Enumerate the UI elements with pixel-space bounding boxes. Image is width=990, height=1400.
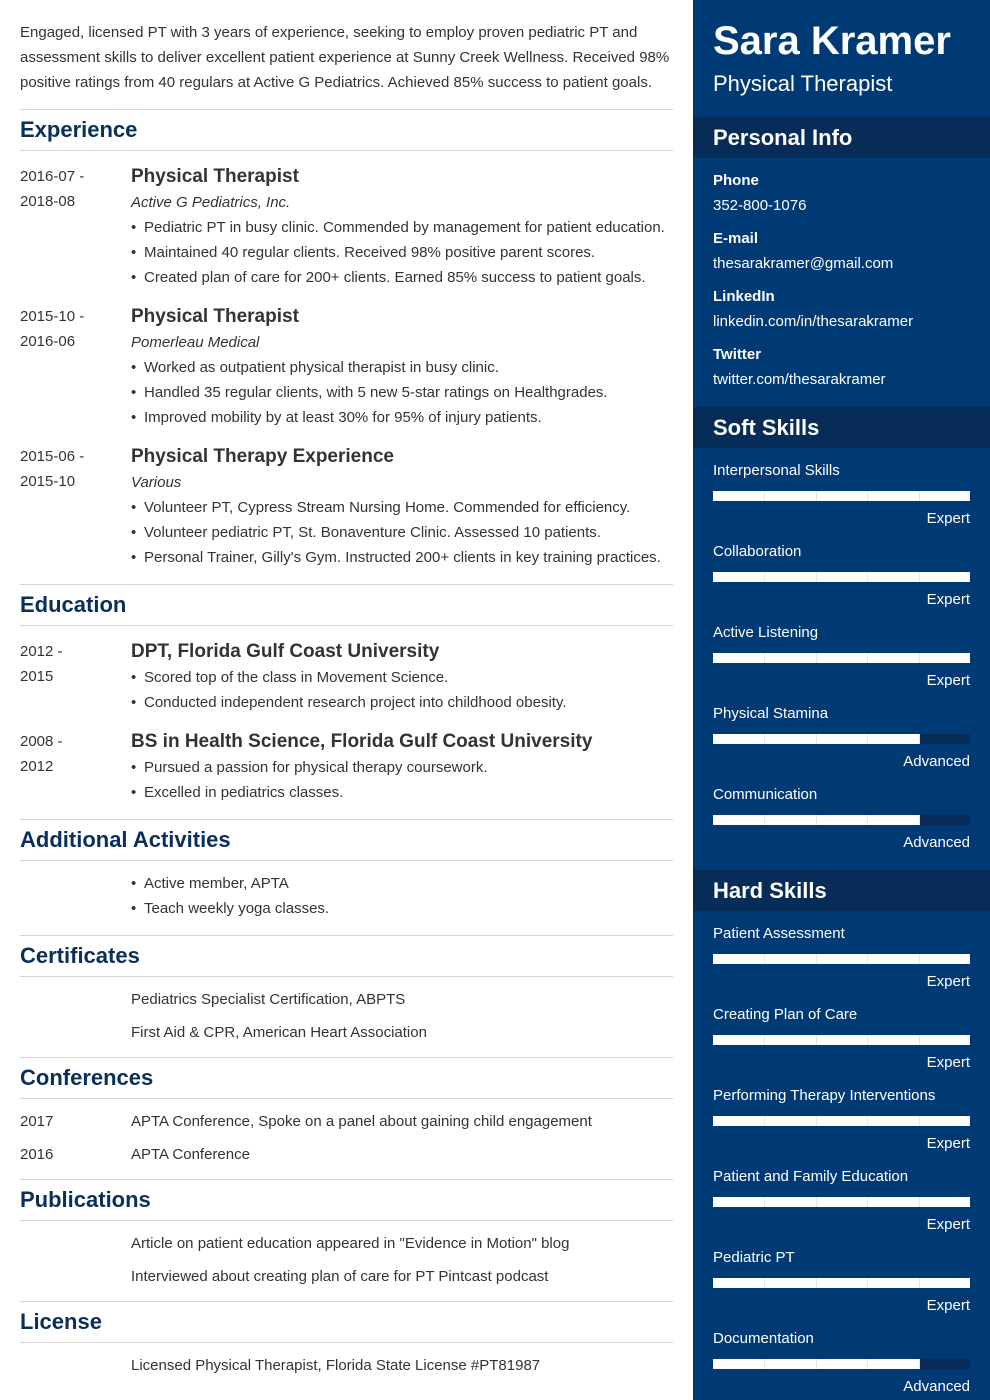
conference-text: APTA Conference, Spoke on a panel about gaining child engagement bbox=[131, 1113, 592, 1130]
skill-bar-fill bbox=[713, 1035, 970, 1045]
skill-item bbox=[713, 623, 970, 691]
skill-bar bbox=[713, 1116, 970, 1126]
bullet: • Active member, APTA bbox=[131, 871, 673, 896]
skill-item bbox=[713, 785, 970, 853]
skill-level: Expert bbox=[926, 973, 970, 990]
bullet: • Personal Trainer, Gilly's Gym. Instructed 200+ clients in key training practices. bbox=[131, 545, 673, 570]
skill-item bbox=[713, 1086, 970, 1154]
date-start: 2015-06 - bbox=[20, 448, 85, 465]
skill-bar-fill bbox=[713, 954, 970, 964]
summary: Engaged, licensed PT with 3 years of experience, seeking to employ proven pediatric PT and assessment skills to deliver excellent patient experience at Sunny Creek Wellness. Received 98% positive ratings from 40 regulars at Active G Pediatrics. Achieved 85% success to patient goals. bbox=[20, 24, 670, 91]
bullet: • Worked as outpatient physical therapist in busy clinic. bbox=[131, 355, 673, 380]
candidate-title: Physical Therapist bbox=[713, 71, 893, 96]
section-title-conferences: Conferences bbox=[20, 1065, 154, 1090]
experience-entry bbox=[20, 444, 673, 570]
entry-org: Various bbox=[131, 474, 182, 491]
date-end: 2015 bbox=[20, 668, 54, 685]
license-item: Licensed Physical Therapist, Florida State License #PT81987 bbox=[131, 1357, 541, 1374]
section-title-license: License bbox=[20, 1309, 102, 1334]
info-linkedin bbox=[713, 284, 913, 334]
info-label: Phone bbox=[713, 172, 759, 189]
info-label: LinkedIn bbox=[713, 288, 775, 305]
education-entry bbox=[20, 639, 673, 715]
skill-item bbox=[713, 542, 970, 610]
info-twitter bbox=[713, 342, 886, 392]
entry-org: Active G Pediatrics, Inc. bbox=[131, 194, 291, 211]
bullet: • Maintained 40 regular clients. Received 98% positive parent scores. bbox=[131, 240, 673, 265]
date-start: 2015-10 - bbox=[20, 308, 85, 325]
skill-level: Expert bbox=[926, 672, 970, 689]
experience-entry bbox=[20, 304, 673, 430]
conference-year: 2016 bbox=[20, 1146, 54, 1163]
entry-dates bbox=[20, 444, 131, 570]
skill-level: Expert bbox=[926, 591, 970, 608]
section-title-soft-skills: Soft Skills bbox=[693, 407, 990, 448]
info-value: 352-800-1076 bbox=[713, 197, 807, 214]
skill-bar bbox=[713, 653, 970, 663]
section-title-experience: Experience bbox=[20, 117, 138, 142]
skill-bar bbox=[713, 954, 970, 964]
publication-entry bbox=[20, 1260, 673, 1293]
sidebar bbox=[693, 0, 990, 1400]
bullet: • Excelled in pediatrics classes. bbox=[131, 780, 673, 805]
skill-bar bbox=[713, 572, 970, 582]
date-start: 2012 - bbox=[20, 643, 63, 660]
section-title-education: Education bbox=[20, 592, 127, 617]
skill-level: Advanced bbox=[903, 1378, 970, 1395]
bullet: • Volunteer pediatric PT, St. Bonaventure Clinic. Assessed 10 patients. bbox=[131, 520, 673, 545]
skill-name: Creating Plan of Care bbox=[713, 1006, 858, 1023]
entry-title: Physical Therapist bbox=[131, 166, 299, 187]
entry-title: Physical Therapist bbox=[131, 306, 299, 327]
conference-entry bbox=[20, 1138, 673, 1171]
skill-bar-fill bbox=[713, 1278, 970, 1288]
skill-name: Physical Stamina bbox=[713, 705, 829, 722]
skill-level: Expert bbox=[926, 1216, 970, 1233]
skill-item bbox=[713, 1248, 970, 1316]
skill-item bbox=[713, 1329, 970, 1397]
bullet: • Improved mobility by at least 30% for 95% of injury patients. bbox=[131, 405, 673, 430]
entry-dates bbox=[20, 639, 131, 715]
skill-name: Patient and Family Education bbox=[713, 1168, 909, 1185]
section-title-publications: Publications bbox=[20, 1187, 151, 1212]
conference-year: 2017 bbox=[20, 1113, 54, 1130]
info-value[interactable]: linkedin.com/in/thesarakramer bbox=[713, 313, 914, 330]
skill-bar bbox=[713, 815, 970, 825]
bullet: • Handled 35 regular clients, with 5 new 5-star ratings on Healthgrades. bbox=[131, 380, 673, 405]
info-label: E-mail bbox=[713, 230, 759, 247]
skill-bar-fill bbox=[713, 1116, 970, 1126]
bullet: • Conducted independent research project into childhood obesity. bbox=[131, 690, 673, 715]
skill-bar bbox=[713, 1197, 970, 1207]
publication-entry bbox=[20, 1227, 673, 1260]
skill-name: Communication bbox=[713, 786, 818, 803]
skill-item bbox=[713, 1167, 970, 1235]
date-end: 2012 bbox=[20, 758, 54, 775]
skill-name: Patient Assessment bbox=[713, 925, 845, 942]
conference-entry bbox=[20, 1105, 673, 1138]
skill-bar bbox=[713, 1278, 970, 1288]
skill-bar bbox=[713, 491, 970, 501]
section-title-hard-skills: Hard Skills bbox=[693, 870, 990, 911]
bullet: • Scored top of the class in Movement Science. bbox=[131, 665, 673, 690]
entry-dates bbox=[20, 164, 131, 290]
certificate-item: Pediatrics Specialist Certification, ABPTS bbox=[131, 991, 406, 1008]
skill-level: Advanced bbox=[903, 834, 970, 851]
skill-level: Expert bbox=[926, 1054, 970, 1071]
skill-name: Active Listening bbox=[713, 624, 819, 641]
certificate-entry bbox=[20, 1016, 673, 1049]
section-title-personal-info: Personal Info bbox=[693, 117, 990, 158]
skill-level: Expert bbox=[926, 1297, 970, 1314]
info-label: Twitter bbox=[713, 346, 762, 363]
entry-title: BS in Health Science, Florida Gulf Coast University bbox=[131, 731, 593, 752]
skill-level: Expert bbox=[926, 1135, 970, 1152]
bullet: • Created plan of care for 200+ clients. Earned 85% success to patient goals. bbox=[131, 265, 673, 290]
skill-bar bbox=[713, 1035, 970, 1045]
skill-name: Interpersonal Skills bbox=[713, 462, 840, 479]
skill-item bbox=[713, 461, 970, 529]
candidate-name: Sara Kramer bbox=[713, 19, 951, 63]
entry-dates bbox=[20, 304, 131, 430]
certificate-entry bbox=[20, 983, 673, 1016]
skill-item bbox=[713, 704, 970, 772]
publication-item: Interviewed about creating plan of care for PT Pintcast podcast bbox=[131, 1268, 549, 1285]
skill-name: Performing Therapy Interventions bbox=[713, 1087, 936, 1104]
skill-name: Documentation bbox=[713, 1330, 814, 1347]
skill-item bbox=[713, 924, 970, 992]
education-entry bbox=[20, 729, 673, 805]
skill-bar-fill bbox=[713, 653, 970, 663]
skill-bar-fill bbox=[713, 1197, 970, 1207]
date-start: 2016-07 - bbox=[20, 168, 85, 185]
section-title-activities: Additional Activities bbox=[20, 827, 231, 852]
skill-level: Expert bbox=[926, 510, 970, 527]
skill-level: Advanced bbox=[903, 753, 970, 770]
certificate-item: First Aid & CPR, American Heart Association bbox=[131, 1024, 427, 1041]
activities-entry bbox=[20, 871, 673, 921]
entry-org: Pomerleau Medical bbox=[131, 334, 260, 351]
date-end: 2015-10 bbox=[20, 473, 76, 490]
bullet: • Volunteer PT, Cypress Stream Nursing Home. Commended for efficiency. bbox=[131, 495, 673, 520]
entry-dates bbox=[20, 729, 131, 805]
date-start: 2008 - bbox=[20, 733, 63, 750]
skill-item bbox=[713, 1005, 970, 1073]
experience-entry bbox=[20, 164, 673, 290]
date-end: 2018-08 bbox=[20, 193, 76, 210]
info-value[interactable]: thesarakramer@gmail.com bbox=[713, 255, 894, 272]
date-end: 2016-06 bbox=[20, 333, 76, 350]
conference-text: APTA Conference bbox=[131, 1146, 250, 1163]
skill-name: Pediatric PT bbox=[713, 1249, 795, 1266]
skill-bar bbox=[713, 734, 970, 744]
main-column bbox=[20, 0, 673, 1382]
entry-title: Physical Therapy Experience bbox=[131, 446, 394, 467]
info-value[interactable]: twitter.com/thesarakramer bbox=[713, 371, 886, 388]
info-phone bbox=[713, 168, 806, 218]
skill-bar-fill bbox=[713, 491, 970, 501]
skill-bar bbox=[713, 1359, 970, 1369]
publication-item: Article on patient education appeared in "Evidence in Motion" blog bbox=[131, 1235, 570, 1252]
skill-name: Collaboration bbox=[713, 543, 802, 560]
skill-bar-fill bbox=[713, 572, 970, 582]
entry-title: DPT, Florida Gulf Coast University bbox=[131, 641, 440, 662]
bullet: • Pursued a passion for physical therapy coursework. bbox=[131, 755, 673, 780]
bullet: • Pediatric PT in busy clinic. Commended by management for patient education. bbox=[131, 215, 673, 240]
section-title-certificates: Certificates bbox=[20, 943, 140, 968]
license-entry bbox=[20, 1349, 673, 1382]
bullet: • Teach weekly yoga classes. bbox=[131, 896, 673, 921]
info-email bbox=[713, 226, 893, 276]
